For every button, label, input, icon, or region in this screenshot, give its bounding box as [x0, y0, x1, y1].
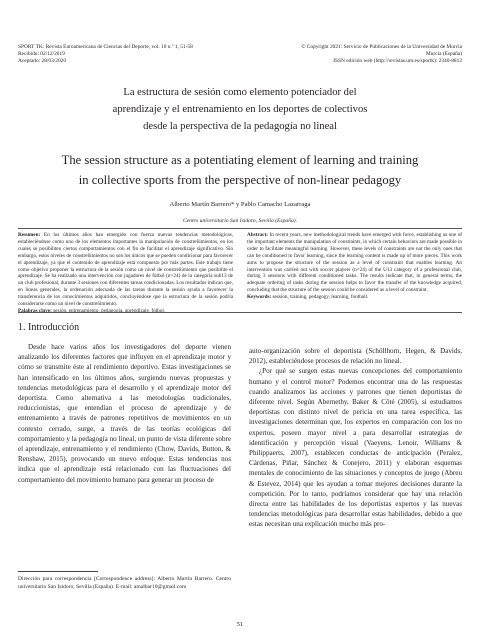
publisher-city: Murcia (España) [425, 51, 462, 57]
title-es-line: desde la perspectiva de la pedagogía no lineal [143, 121, 337, 132]
correspondence-footnote: Dirección para correspondencia [Correspondence address]: Alberto Martín Barrero. Centro universitario San Isidoro, Sevilla (España). E-mail: amalbar10@gmail.com [18, 576, 231, 590]
abstract-es-label: Resumen: [18, 232, 41, 238]
abstract-en-text: In recent years, new methodological trends have emerged with force, establishing as one of the important elements the manipulation of constraints, in which certain behaviors are made possible in order to facilitate meaningful learning. However, these levels of constraints are not the only ones that can be conditioned to favor learning, since the learning content is made up of more pieces. This work aims to propose the structure of the session as a level of constraint that enables learning. An intervention was carried out with soccer players (n=24) of the U13 category of a professional club, during 3 sessions with different conditioned tasks. The results indicate that, in general terms, the adequate ordering of tasks during the session helps to favor the transfer of the knowledge acquired, concluding that the structure of the session could be considered as a level of constraint. [247, 232, 463, 294]
abstract-english [247, 232, 462, 301]
body-column-right [249, 346, 462, 530]
affiliation: Centro universitario San Isidoro, Sevilla (España). [182, 218, 298, 224]
issn-line: ISSN edición web (http://revistas.um.es/sportk): 2340-8812 [333, 58, 462, 64]
title-spanish [50, 84, 430, 135]
page-number: 51 [236, 621, 244, 628]
header-left [18, 44, 258, 65]
title-es-line: La estructura de sesión como elemento potenciador del [123, 87, 357, 98]
title-english [40, 150, 440, 190]
paragraph: ¿Por qué se surgen estas nuevas concepciones del comportamiento humano y el control motor? Podemos encontrar una de las respuestas cuando analizamos las acciones y patrones que tienen deportistas de diferente nivel. Según Abernethy, Baker & Côté (2005), si estudiamos deportistas con distinto nivel de pericia en una tarea específica, las investigaciones determinan que, los expertos en comparación con los no expertos, poseen mayor nivel a para desarrollar estrategias de identificación y percepción visual (Vaeyens, Lenoir, Williams & Philippaerts, 2007), establecen conductas de anticipación (Peralez, Cárdenas, Piñar, Sánchez & Conejero, 2011) y elaboran esquemas mentales de conocimiento de las situaciones y conceptos de juego (Abreu & Estevez, 2014) que les ayudan a tomar mejores decisiones durante la competición. Por lo tanto, podríamos considerar que hay una relación directa entre las habilidades de los deportistas expertos y las nuevas tendencias metodológicas para desarrollar estas habilidades, debido a que estas necesitan una explicación mucho más pro- [249, 367, 462, 529]
abstract-bottom-rule [18, 312, 462, 313]
abstract-es-text: En los últimos años han emergido con fuerza nuevas tendencias metodológicas, estableciéndose como uno de los elementos importantes la manipulación de constreñimientos, en los cuales se posibiliten ciertos comportamientos con el fin de facilitar el aprendizaje significativo. Sin embargo, estos niveles de constreñimientos no son los únicos que se pueden condicionar para favorecer el aprendizaje, ya que el contenido de aprendizaje está compuesto por más partes. Este trabajo tiene como objetivo proponer la estructura de la sesión como un nivel de constreñimiento que posibilite el aprendizaje. Se ha realizado una intervención con jugadores de fútbol (n=24) de la categoría sub13 de un club profesional, durante 3 sesiones con diferentes tareas condicionadas. Los resultados indican que, en líneas generales, la ordenación adecuada de las tareas durante la sesión ayuda a favorecer la transferencia de los conocimientos adquiridos, concluyéndose que la estructura de la sesión podría considerarse como un nivel de constreñimiento. [18, 232, 234, 308]
received-date: Recibido: 02/12/2019 [18, 51, 65, 57]
abstract-en-label: Abstract: [247, 232, 269, 238]
section-title: 1. Introducción [18, 322, 80, 333]
keywords-en-label: Keywords: [247, 294, 272, 301]
title-es-line: aprendizaje y el entrenamiento en los deportes de colectivos [112, 104, 368, 115]
header-right [242, 44, 462, 65]
abstract-spanish [18, 232, 233, 315]
footnote-rule [18, 571, 98, 572]
paragraph: auto-organización sobre el deportista (Schöllhorn, Hegen, & Davids, 2012), estableciéndose procesos de relación no lineal. [249, 347, 462, 366]
body-column-left [18, 342, 231, 485]
keywords-es: sesión, entrenamiento, pedagogía, aprendizaje, fútbol. [53, 307, 166, 314]
paragraph: Desde hace varios años los investigadores del deporte vienen analizando los diferentes factores que influyen en el aprendizaje motor y cómo se transmite éste al rendimiento deportivo. Estas investigaciones se han intensificado en los últimos años, surgiendo nuevas propuestas y tendencias metodológicas para el desarrollo y el aprendizaje motor del deportista. Como alternativa a las metodologías tradicionales, reduccionistas, que entendían el proceso de aprendizaje y de entrenamiento a través de patrones repetitivos de movimientos en un contexto cerrado, surge, a través de las teorías ecológicas del comportamiento y la pedagogía no lineal, un punto de vista diferente sobre el aprendizaje, entrenamiento y el rendimiento (Chow, Davids, Button, & Renshaw, 2015), provocando un nuevo enfoque. Estas tendencias nos indica que el aprendizaje está relacionado con las fluctuaciones del comportamiento del movimiento humano para generar un proceso de [18, 343, 231, 484]
accepted-date: Aceptado: 28/03/2020 [18, 58, 67, 64]
title-en-line: in collective sports from the perspective of non-linear pedagogy [78, 173, 402, 187]
authors: Alberto Martín Barrero* y Pablo Camacho Lazarraga [169, 201, 311, 208]
abstract-top-rule [18, 228, 462, 229]
keywords-es-label: Palabras clave: [18, 307, 52, 314]
journal-line: SPORT TK: Revista Euroamericana de Ciencias del Deporte, vol. 10 n.º 1, 51-58 [18, 44, 193, 50]
title-en-line: The session structure as a potentiating element of learning and training [61, 153, 419, 167]
keywords-en: session, training, pedagogy, learning, football. [272, 294, 369, 301]
copyright-line: © Copyright 2021: Servicio de Publicaciones de la Universidad de Murcia [301, 44, 462, 50]
